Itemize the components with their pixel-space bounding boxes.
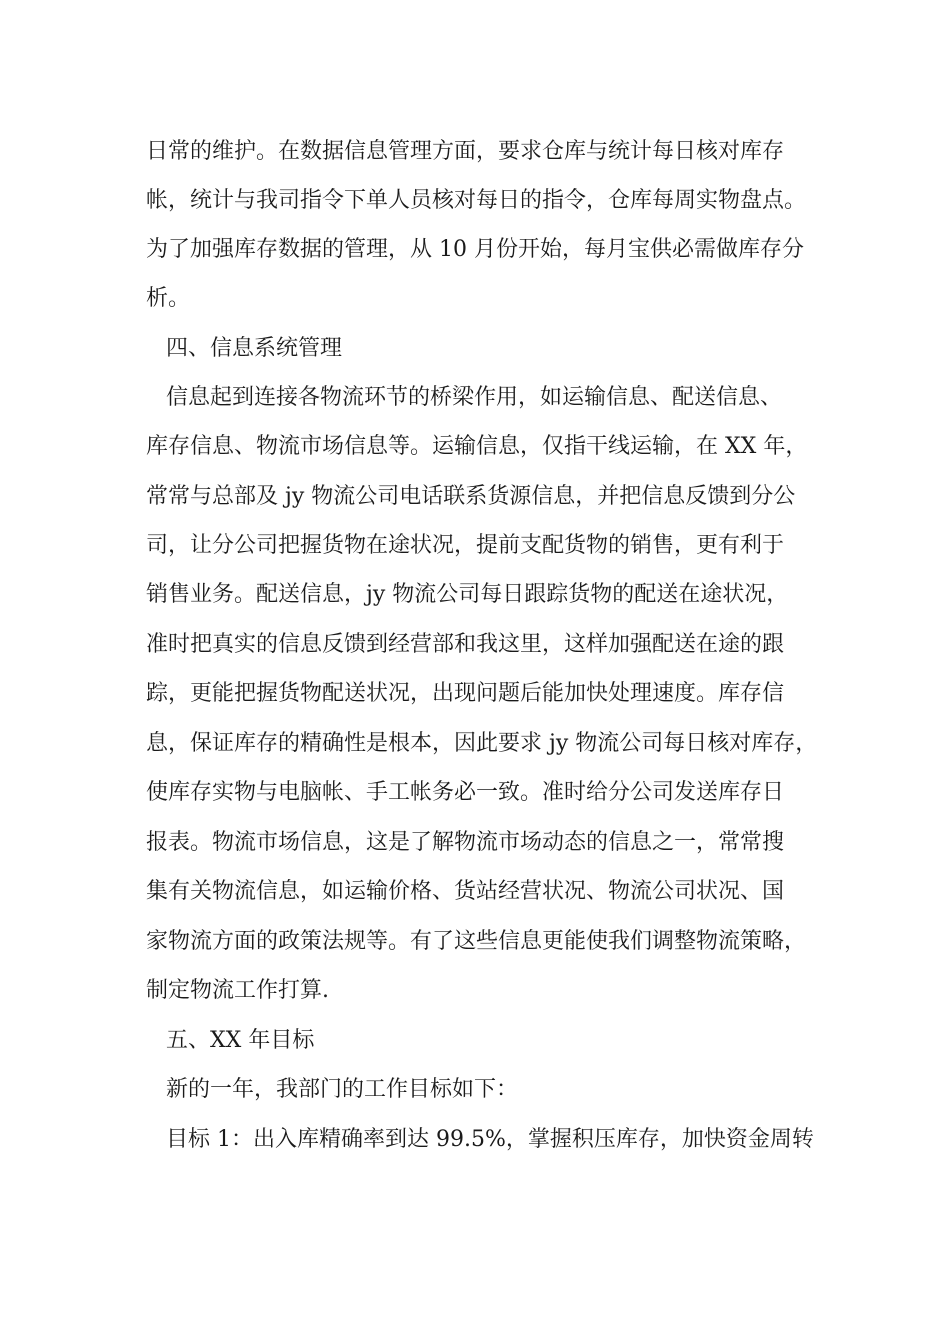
body-text-line: 使库存实物与电脑帐、手工帐务必一致。准时给分公司发送库存日 [146,780,785,805]
body-text-line: 信息起到连接各物流环节的桥梁作用，如运输信息、配送信息、 [166,385,783,410]
body-text-line: 销售业务。配送信息，jy 物流公司每日跟踪货物的配送在途状况， [146,582,789,607]
body-text-line: 帐，统计与我司指令下单人员核对每日的指令，仓库每周实物盘点。 [146,188,807,213]
body-text-line: 析。 [146,286,191,311]
body-text-line: 踪，更能把握货物配送状况，出现问题后能加快处理速度。库存信 [146,681,785,706]
body-text-line: 报表。物流市场信息，这是了解物流市场动态的信息之一，常常搜 [146,830,785,855]
body-text-line: 常常与总部及 jy 物流公司电话联系货源信息，并把信息反馈到分公 [146,484,796,509]
body-text-line: 日常的维护。在数据信息管理方面，要求仓库与统计每日核对库存 [146,139,785,164]
section-heading: 四、信息系统管理 [166,336,343,361]
body-text-line: 集有关物流信息，如运输价格、货站经营状况、物流公司状况、国 [146,879,785,904]
body-text-line: 目标 1：出入库精确率到达 99.5%，掌握积压库存，加快资金周转 [166,1127,814,1152]
section-heading: 五、XX 年目标 [166,1028,315,1053]
body-text-line: 库存信息、物流市场信息等。运输信息，仅指干线运输，在 XX 年， [146,434,808,459]
body-text-line: 息，保证库存的精确性是根本，因此要求 jy 物流公司每日核对库存， [146,731,818,756]
body-text-line: 制定物流工作打算. [146,978,329,1003]
body-text-line: 家物流方面的政策法规等。有了这些信息更能使我们调整物流策略， [146,929,807,954]
body-text-line: 司，让分公司把握货物在途状况，提前支配货物的销售，更有利于 [146,533,785,558]
body-text-line: 为了加强库存数据的管理，从 10 月份开始，每月宝供必需做库存分 [146,237,804,262]
body-text-line: 新的一年，我部门的工作目标如下： [166,1077,519,1102]
body-text-line: 准时把真实的信息反馈到经营部和我这里，这样加强配送在途的跟 [146,632,785,657]
